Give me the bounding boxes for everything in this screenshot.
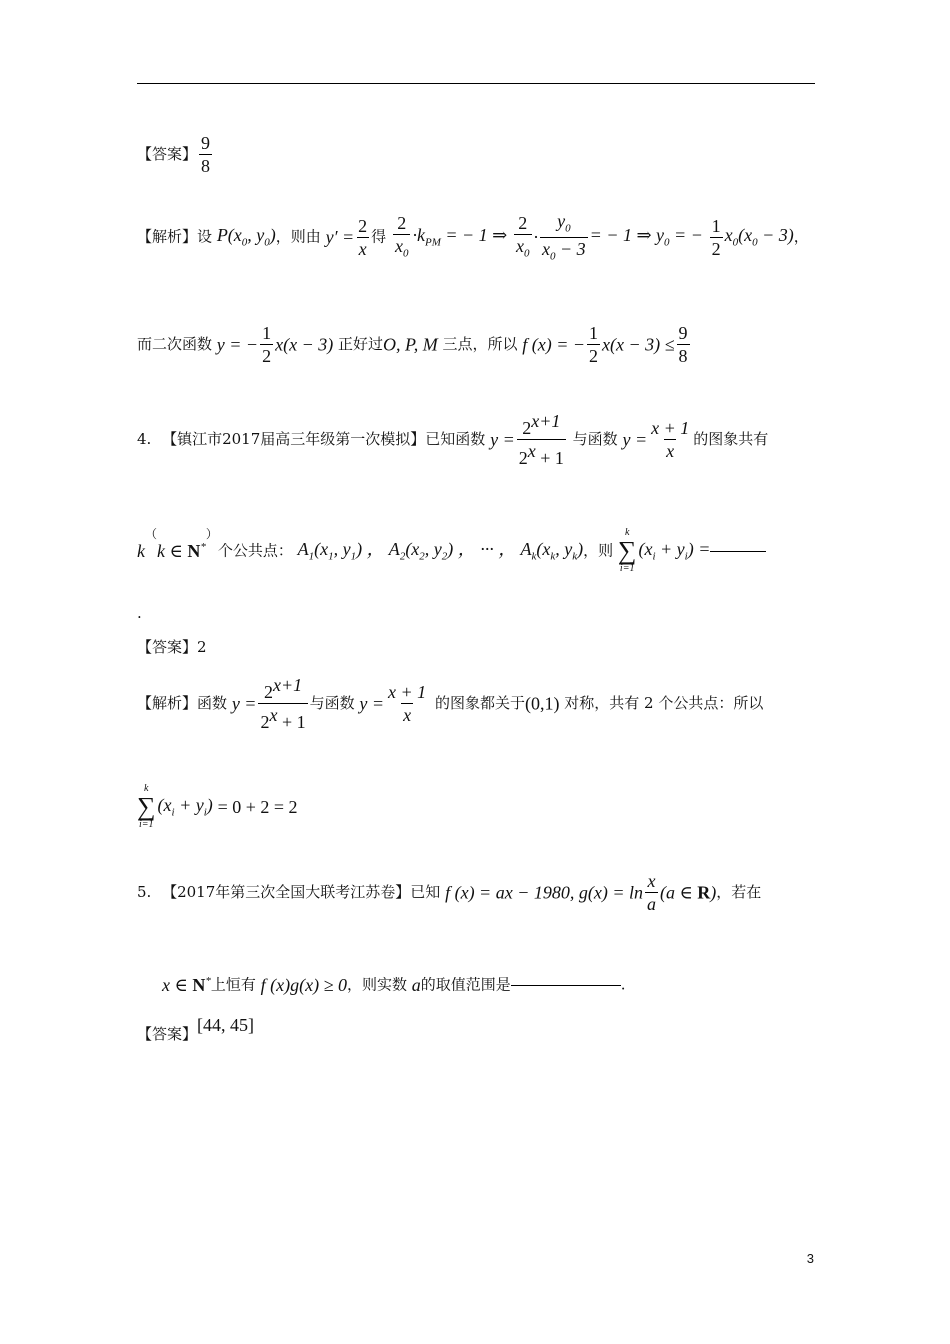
text: ，则实数	[346, 975, 407, 994]
solution-4-line-2	[137, 784, 298, 830]
fraction: $\frac{x}{a}$	[646, 871, 656, 914]
answer-1	[137, 134, 214, 175]
fraction: $\frac{2^{x+1}}{2^x + 1}$	[518, 411, 564, 468]
question-source: 【2017年第三次全国大联考江苏卷】	[162, 883, 411, 901]
text: 三点，所以	[442, 335, 518, 353]
text: 设	[197, 227, 213, 246]
text: .	[620, 975, 626, 994]
fraction: $\frac{y_0}{x_0 - 3}$	[542, 211, 586, 263]
text: 与函数	[572, 430, 618, 448]
text: P(x	[216, 224, 242, 245]
header-rule	[137, 83, 815, 84]
symmetry-center: (0,1)	[524, 693, 560, 714]
fraction: $\frac{9}{8}$	[678, 323, 688, 366]
formula-fg: f (x)g(x) ≥ 0	[260, 975, 347, 995]
solution-4-line-1	[137, 676, 763, 731]
formula-sum-body: $(x_i + y_i)$	[157, 794, 213, 819]
question-5-line-1: 5. 【2017年第三次全国大联考江苏卷】已知 f (x) = ax − 1980, g(x) = ln $\frac{x}{a}$ (a ∈ R)，若在	[137, 871, 762, 914]
formula-derivative: y′ =	[325, 227, 355, 248]
formula-y2: y =	[359, 693, 385, 714]
formula-points: $A_1(x_1$, $y_1$) ， $A_2(x_2$, $y_2$) ， ··· ， $A_k(x_k$, $y_k$)	[297, 538, 584, 563]
text: 的图象共有	[693, 430, 769, 448]
formula-y1: y =	[490, 429, 515, 450]
question-4-period	[137, 606, 142, 621]
text: ，则	[583, 541, 614, 560]
formula-k: $\cdot k_{PM}$ = − 1 ⇒	[412, 224, 508, 249]
formula-y1: y =	[231, 693, 257, 714]
formula-k-var: k	[137, 541, 145, 561]
fraction: $\frac{2}{x_0}$	[394, 213, 409, 260]
question-source: 【镇江市2017届高三年级第一次模拟】	[162, 430, 426, 448]
text: 与函数	[309, 694, 355, 712]
fraction: $\frac{x + 1}{x}$	[651, 418, 690, 461]
text: 上恒有	[210, 975, 256, 994]
fraction: $\frac{x + 1}{x}$	[388, 682, 427, 725]
text: 个公共点：	[217, 541, 293, 560]
solution-1-line-2: 而二次函数 y = − $\frac{1}{2}$ x(x − 3) 正好过O, P, M 三点，所以 f (x) = − $\frac{1}{2}$ x(x − 3) ≤ $\frac{9}{8}$	[137, 323, 688, 366]
fraction: $\frac{1}{2}$	[262, 323, 272, 366]
solution-1-line-1: 【解析】设 $P(x_0$, $y_0$)，则由 y′ = $\frac{2}{x}$ 得 $\frac{2}{x_0}$ $\cdot k_{PM}$ = − 1 ⇒ $\frac{2}{x_0}$ · $\frac{y_0}{x_0 - 3}$ = − 1 ⇒ $y_0$ = − $\frac{1}{2}$ $x_0(x_0 - 3)$，	[137, 211, 809, 263]
formula-a: a	[411, 975, 421, 995]
answer-blank[interactable]	[710, 551, 766, 552]
formula-f-g: f (x) = ax − 1980, g(x) = ln	[445, 882, 643, 903]
summation: k ∑ i=1	[617, 527, 637, 574]
answer-blank[interactable]	[511, 985, 621, 986]
formula-k-in-n: k ∈ N*	[157, 541, 206, 561]
text: ，	[793, 227, 809, 246]
question-4-line-1	[137, 412, 768, 467]
formula-quadratic: y = −	[216, 334, 259, 355]
formula-eq: = − 1 ⇒ $y_0$ = −	[589, 224, 703, 249]
text: 已知	[410, 883, 441, 901]
text: 的取值范围是	[420, 975, 511, 994]
page-number: 3	[806, 1251, 814, 1266]
question-number: 4.	[137, 430, 152, 448]
answer-label: 【答案】	[137, 145, 198, 163]
fraction: $\frac{2}{x_0}$	[516, 213, 530, 260]
question-5-line-2	[162, 976, 626, 994]
fraction: $\frac{2}{x}$	[358, 215, 368, 259]
formula-y0: $x_0(x_0 - 3)$	[724, 224, 794, 249]
fraction: $\frac{1}{2}$	[711, 215, 721, 259]
formula-sum-body: $(x_i + y_i)$ =	[638, 538, 711, 563]
point-p: $P(x_0$, $y_0$)	[216, 224, 276, 249]
answer-5-value: [44, 45]	[197, 1015, 255, 1035]
answer-5	[137, 1015, 255, 1043]
fraction: $\frac{2^{x+1}}{2^x + 1}$	[260, 675, 306, 732]
formula-fx: f (x) = −	[522, 334, 586, 355]
analysis-label: 【解析】	[137, 227, 198, 246]
answer-4	[137, 640, 207, 655]
answer-label: 【答案】	[137, 1025, 198, 1043]
analysis-label: 【解析】	[137, 694, 198, 712]
fraction: $\frac{1}{2}$	[589, 323, 599, 366]
sum-result: = 0 + 2 = 2	[217, 797, 298, 817]
text: 的图象都关于	[434, 694, 525, 712]
text: 已知函数	[425, 430, 486, 448]
question-4-line-2: k（k ∈ N*）个公共点： $A_1(x_1$, $y_1$) ， $A_2(x_2$, $y_2$) ， ··· ， $A_k(x_k$, $y_k$)，则 k ∑ i=1 $(x_i + y_i)$ =	[137, 528, 766, 574]
formula-x-in-n: x ∈ N*	[162, 975, 211, 995]
text: ，则由	[275, 227, 321, 246]
question-number: 5.	[137, 883, 152, 901]
text: 正好过	[338, 335, 384, 353]
text: ，若在	[716, 883, 762, 901]
points-opm: O, P, M	[383, 334, 438, 355]
answer-4-value: 2	[197, 638, 207, 656]
answer-1-fraction: $\frac{9}{8}$	[201, 133, 211, 176]
text: 得	[371, 227, 387, 246]
formula-y2: y =	[622, 429, 648, 450]
text: .	[137, 604, 142, 622]
text: 函数	[197, 694, 228, 712]
answer-label: 【答案】	[137, 638, 198, 656]
summation: k ∑ i=1	[137, 783, 156, 830]
text: 对称，共有 2 个公共点：所以	[564, 694, 764, 712]
text: 而二次函数	[137, 335, 213, 353]
